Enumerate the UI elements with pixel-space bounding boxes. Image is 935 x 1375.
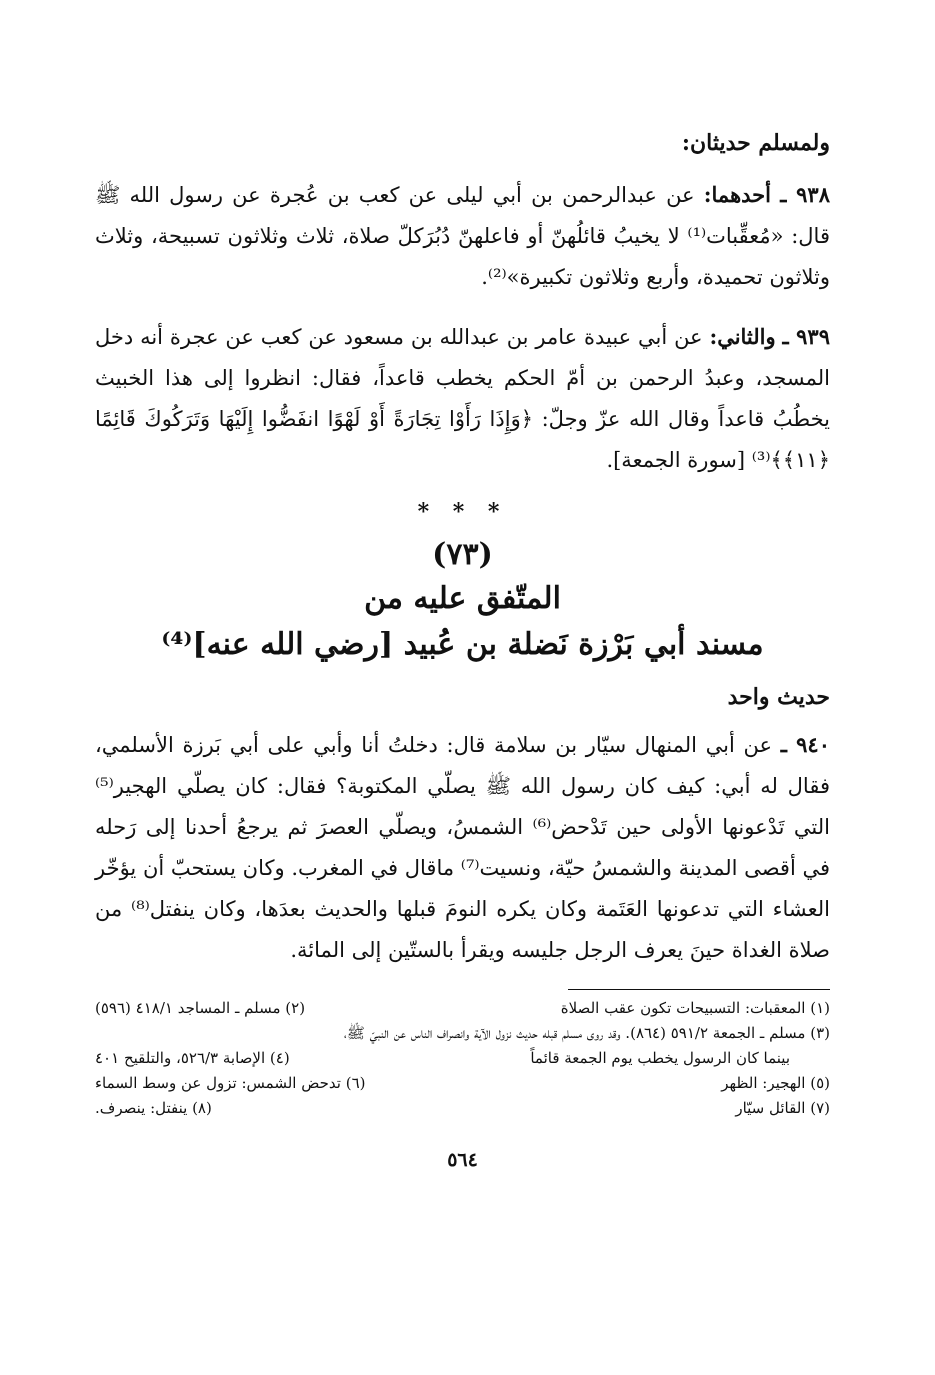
footnote-4: (٤) الإصابة ٥٢٦/٣، والتلقيح ٤٠١ [95,1049,290,1067]
footnote-row [95,1046,830,1071]
footnote-6: (٦) تدحض الشمس: تزول عن وسط السماء [95,1074,366,1092]
hadith-940 [95,724,830,971]
footnote-row [95,1021,830,1046]
intro-heading: ولمسلم حديثان: [681,130,830,156]
hadith-lead: أحدهما: [703,182,771,207]
book-page [95,130,830,1171]
hadith-number: ٩٣٨ ـ [780,182,830,207]
footnote-3-continued: بينما كان الرسول يخطب يوم الجمعة قائماً [530,1049,790,1067]
chapter-number: (٧٣) [432,537,493,572]
hadith-938 [95,174,830,298]
footnote-divider [568,989,830,990]
footnotes [95,996,830,1121]
hadith-939 [95,316,830,481]
hadith-number: ٩٣٩ ـ [782,324,830,349]
subheading: حديث واحد [727,684,830,710]
hadith-text: عن أبي المنهال سيّار بن سلامة قال: دخلتُ أنا وأبي على أبي بَرزة الأسلمي، فقال له أبي: كيف كان رسول الله ﷺ يصلّي المكتوبة؟ فقال: كان يصلّي الهجير⁽⁵⁾ التي تَدْعونها الأولى حين تَدْحض⁽⁶⁾ الشمسُ، ويصلّي العصرَ ثم يرجعُ أحدنا إلى رَحله في أقصى المدينة والشمسُ حيّة، ونسيت⁽⁷⁾ ماقال في المغرب. وكان يستحبّ أن يؤخّر العشاء التي تدعونها العَتَمة وكان يكره النومَ قبلها والحديث بعدَها، وكان ينفتل⁽⁸⁾ من صلاة الغداة حينَ يعرف الرجل جليسه ويقرأ بالستّين إلى المائة. [95,733,831,962]
chapter-title: المتّفق عليه من [364,581,561,616]
footnote-2: (٢) مسلم ـ المساجد ٤١٨/١ (٥٩٦) [95,999,306,1017]
page-number: ٥٦٤ [447,1149,478,1171]
footnote-1: (١) المعقبات: التسبيحات تكون عقب الصلاة [560,999,830,1017]
hadith-number: ٩٤٠ ـ [780,732,830,757]
chapter-subtitle: مسند أبي بَرْزة نَضلة بن عُبيد [رضي الله عنه]⁽⁴⁾ [161,627,764,662]
section-separator: * * * [417,499,508,525]
hadith-text: عن أبي عبيدة عامر بن عبدالله بن مسعود عن كعب عن عجرة أنه دخل المسجد، وعبدُ الرحمن بن أمّ الحكم يخطب قاعداً، فقال: انظروا إلى هذا الخبيث يخطُبُ قاعداً وقال الله عزّ وجلّ: ﴿وَإِذَا رَأَوْا تِجَارَةً أَوْ لَهْوًا انفَضُّوا إِلَيْهَا وَتَرَكُوكَ قَائِمًا ﴿١١﴾﴾⁽³⁾ [سورة الجمعة]. [95,325,830,472]
footnote-3: (٣) مسلم ـ الجمعة ٥٩١/٢ (٨٦٤). وقد روى مسلم قبله حديث نزول الآية وانصراف الناس عن النبيّ ﷺ، [343,1024,830,1042]
footnote-8: (٨) ينفتل: ينصرف. [95,1099,212,1117]
footnote-row [95,1071,830,1096]
hadith-lead: والثاني: [709,324,776,349]
footnote-5: (٥) الهجير: الظهر [721,1074,830,1092]
footnote-row [95,996,830,1021]
footnote-row [95,1096,830,1121]
hadith-text: عن عبدالرحمن بن أبي ليلى عن كعب بن عُجرة عن رسول الله ﷺ قال: «مُعقِّبات⁽¹⁾ لا يخيبُ قائلُهنّ أو فاعلهنّ دُبُرَكلّ صلاة، ثلاث وثلاثون تسبيحة، وثلاث وثلاثون تحميدة، وأربع وثلاثون تكبيرة»⁽²⁾. [95,183,830,289]
footnote-7: (٧) القائل سيّار [735,1099,830,1117]
